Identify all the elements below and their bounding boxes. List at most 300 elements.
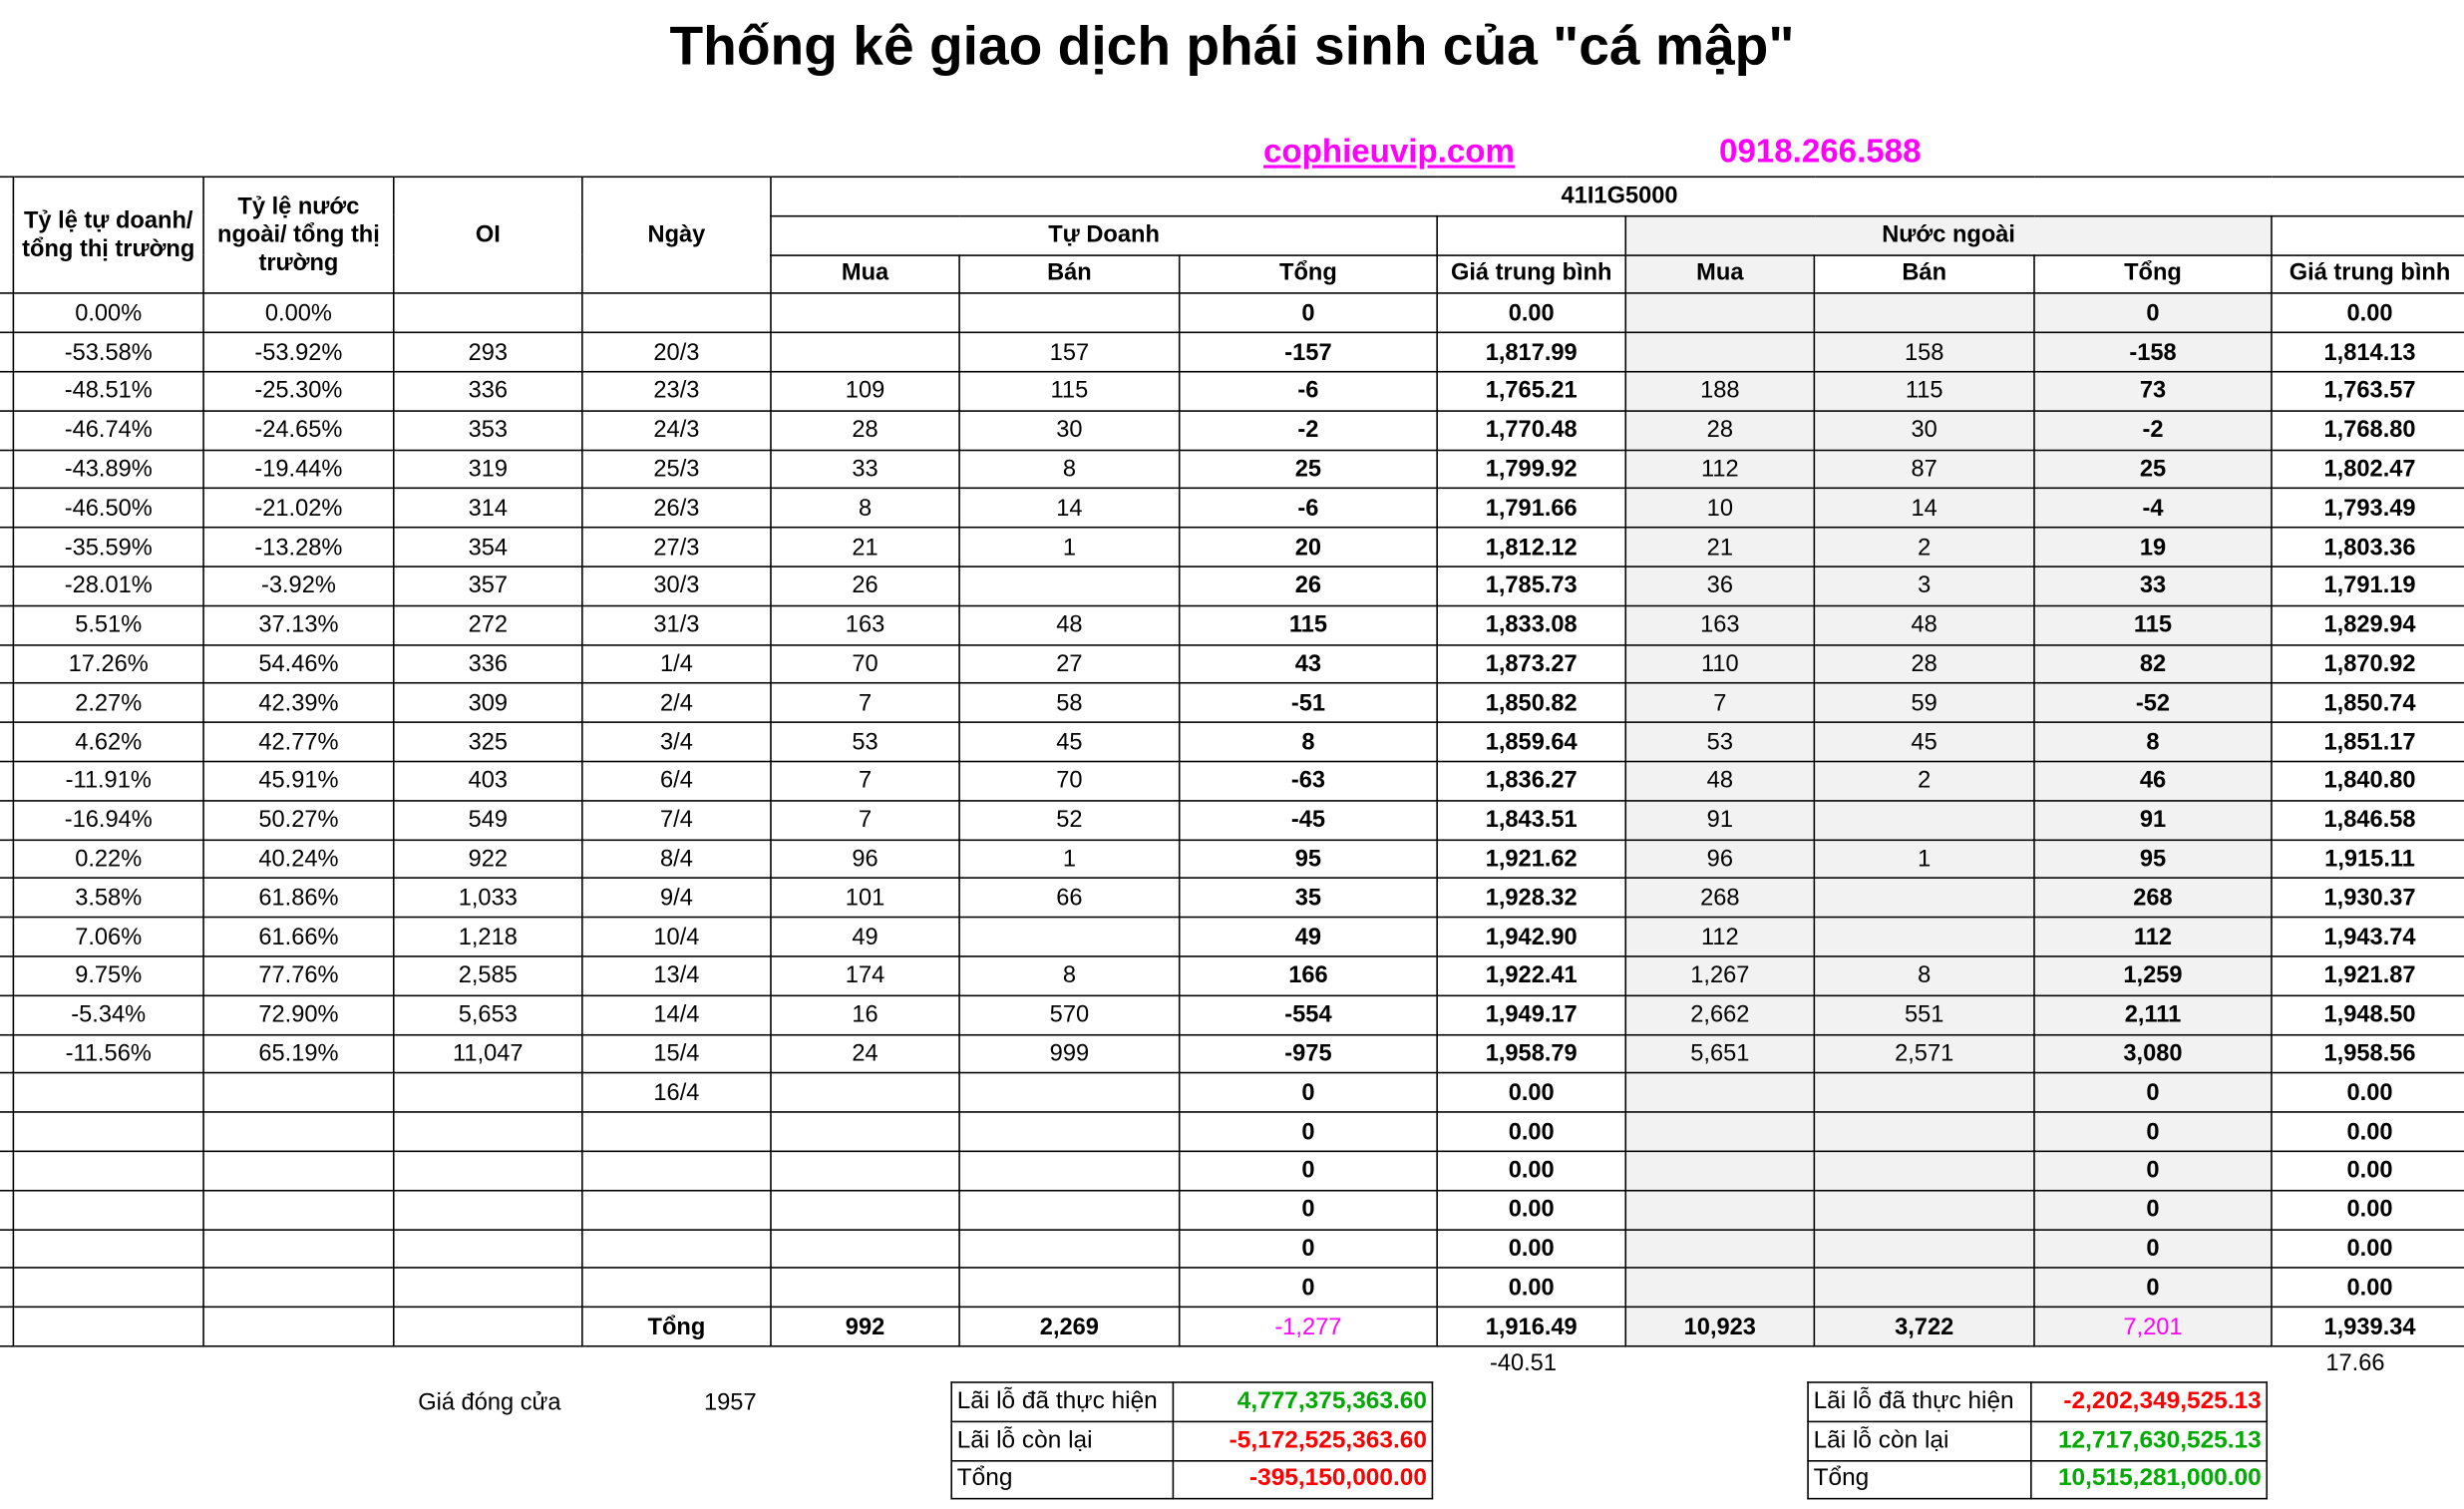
cell-td-gia: 1,799.92 bbox=[1437, 450, 1625, 489]
cell-td-tong: -6 bbox=[1180, 372, 1437, 411]
cell-nn-mua bbox=[1625, 1229, 1814, 1268]
cell-td-mua bbox=[771, 1268, 959, 1307]
page-title: Thống kê giao dịch phái sinh của "cá mập" bbox=[669, 15, 1795, 78]
row-edge-cell bbox=[0, 644, 13, 683]
cell-nn-gia: 1,763.57 bbox=[2272, 372, 2464, 411]
cell-td-mua: 28 bbox=[771, 411, 959, 450]
cell-td-ban: 157 bbox=[959, 333, 1180, 372]
cell-nn-ban bbox=[1814, 801, 2034, 840]
cell-nn-mua: 36 bbox=[1625, 566, 1814, 605]
cell-td-ban: 66 bbox=[959, 879, 1180, 918]
table-row bbox=[0, 644, 2464, 683]
cell-ty-le-tu-doanh bbox=[13, 1190, 203, 1229]
cell-td-tong: 0 bbox=[1180, 1073, 1437, 1112]
cell-nn-mua bbox=[1625, 333, 1814, 372]
cell-ngay bbox=[582, 1190, 771, 1229]
cell-oi: 319 bbox=[394, 450, 582, 489]
cell-td-ban: 58 bbox=[959, 683, 1180, 722]
cell-ngay: 31/3 bbox=[582, 605, 771, 644]
cell-nn-gia: 1,915.11 bbox=[2272, 840, 2464, 879]
cell-ngay: 16/4 bbox=[582, 1073, 771, 1112]
cell-nn-gia: 1,840.80 bbox=[2272, 761, 2464, 800]
header-ngay: Ngày bbox=[582, 177, 771, 293]
cell-td-tong: 166 bbox=[1180, 956, 1437, 995]
cell-ngay: 27/3 bbox=[582, 528, 771, 566]
row-edge-cell bbox=[0, 1034, 13, 1073]
cell-nn-ban: 551 bbox=[1814, 995, 2034, 1034]
cell-ty-le-tu-doanh: -53.58% bbox=[13, 333, 203, 372]
table-row bbox=[0, 1034, 2464, 1073]
cell-nn-gia: 1,768.80 bbox=[2272, 411, 2464, 450]
pnl-nuoc-ngoai-table bbox=[1807, 1381, 2268, 1500]
cell-ty-le-nuoc-ngoai: -3.92% bbox=[203, 566, 394, 605]
table-row bbox=[0, 566, 2464, 605]
total-empty-cell bbox=[394, 1308, 582, 1346]
total-td-mua: 992 bbox=[771, 1308, 959, 1346]
cell-nn-gia: 1,943.74 bbox=[2272, 918, 2464, 956]
cell-nn-tong: 8 bbox=[2034, 722, 2272, 761]
total-edge-cell bbox=[0, 1308, 13, 1346]
header-spacer bbox=[2272, 215, 2464, 254]
cell-td-gia: 0.00 bbox=[1437, 1073, 1625, 1112]
cell-td-gia: 1,928.32 bbox=[1437, 879, 1625, 918]
cell-nn-mua bbox=[1625, 1112, 1814, 1151]
cell-td-ban: 70 bbox=[959, 761, 1180, 800]
cell-nn-tong: 46 bbox=[2034, 761, 2272, 800]
cell-nn-tong: 82 bbox=[2034, 644, 2272, 683]
cell-td-ban: 30 bbox=[959, 411, 1180, 450]
cell-nn-tong: 19 bbox=[2034, 528, 2272, 566]
cell-td-gia: 1,949.17 bbox=[1437, 995, 1625, 1034]
cell-ngay bbox=[582, 1151, 771, 1190]
cell-td-ban bbox=[959, 1229, 1180, 1268]
cell-ty-le-nuoc-ngoai bbox=[203, 1190, 394, 1229]
cell-td-ban: 8 bbox=[959, 450, 1180, 489]
cell-oi bbox=[394, 1268, 582, 1307]
cell-nn-mua: 110 bbox=[1625, 644, 1814, 683]
cell-ty-le-nuoc-ngoai bbox=[203, 1268, 394, 1307]
cell-nn-ban bbox=[1814, 1268, 2034, 1307]
cell-nn-gia: 1,829.94 bbox=[2272, 605, 2464, 644]
cell-td-mua bbox=[771, 1190, 959, 1229]
pnl-label: Lãi lỗ còn lại bbox=[1808, 1421, 2031, 1460]
cell-td-gia: 1,859.64 bbox=[1437, 722, 1625, 761]
cell-td-mua: 33 bbox=[771, 450, 959, 489]
total-nn-gia: 1,939.34 bbox=[2272, 1308, 2464, 1346]
row-edge-cell bbox=[0, 956, 13, 995]
header-nn-gia: Giá trung bình bbox=[2272, 254, 2464, 293]
pnl-tu-doanh-table bbox=[950, 1381, 1433, 1500]
cell-ty-le-nuoc-ngoai: -21.02% bbox=[203, 489, 394, 528]
cell-nn-gia: 0.00 bbox=[2272, 1151, 2464, 1190]
cell-nn-gia: 1,846.58 bbox=[2272, 801, 2464, 840]
cell-td-gia: 1,921.62 bbox=[1437, 840, 1625, 879]
cell-td-mua: 21 bbox=[771, 528, 959, 566]
cell-ty-le-nuoc-ngoai bbox=[203, 1073, 394, 1112]
cell-td-ban: 115 bbox=[959, 372, 1180, 411]
cell-ty-le-tu-doanh bbox=[13, 1268, 203, 1307]
cell-oi: 1,218 bbox=[394, 918, 582, 956]
cell-oi bbox=[394, 1190, 582, 1229]
cell-oi: 272 bbox=[394, 605, 582, 644]
header-nuoc-ngoai: Nước ngoài bbox=[1625, 215, 2272, 254]
cell-ngay: 24/3 bbox=[582, 411, 771, 450]
pnl-label: Tổng bbox=[1808, 1460, 2031, 1499]
cell-ty-le-nuoc-ngoai: 65.19% bbox=[203, 1034, 394, 1073]
cell-nn-ban: 158 bbox=[1814, 333, 2034, 372]
cell-oi: 922 bbox=[394, 840, 582, 879]
cell-nn-mua: 28 bbox=[1625, 411, 1814, 450]
header-tu-doanh: Tự Doanh bbox=[771, 215, 1437, 254]
cell-ty-le-tu-doanh: 9.75% bbox=[13, 956, 203, 995]
cell-nn-mua: 112 bbox=[1625, 918, 1814, 956]
cell-nn-mua bbox=[1625, 1268, 1814, 1307]
total-nn-tong: 7,201 bbox=[2034, 1308, 2272, 1346]
cell-oi: 309 bbox=[394, 683, 582, 722]
cell-oi bbox=[394, 1112, 582, 1151]
cell-td-mua: 26 bbox=[771, 566, 959, 605]
cell-td-ban bbox=[959, 566, 1180, 605]
table-row bbox=[0, 995, 2464, 1034]
cell-ngay bbox=[582, 1229, 771, 1268]
table-row bbox=[0, 879, 2464, 918]
cell-ty-le-tu-doanh: -46.50% bbox=[13, 489, 203, 528]
table-row bbox=[0, 1151, 2464, 1190]
cell-nn-tong: 0 bbox=[2034, 1151, 2272, 1190]
cell-ngay: 23/3 bbox=[582, 372, 771, 411]
cell-td-tong: -2 bbox=[1180, 411, 1437, 450]
cell-oi: 357 bbox=[394, 566, 582, 605]
cell-ty-le-nuoc-ngoai: -53.92% bbox=[203, 333, 394, 372]
table-row bbox=[0, 918, 2464, 956]
row-edge-cell bbox=[0, 489, 13, 528]
cell-ngay: 8/4 bbox=[582, 840, 771, 879]
cell-td-mua: 174 bbox=[771, 956, 959, 995]
cell-oi: 353 bbox=[394, 411, 582, 450]
total-td-tong: -1,277 bbox=[1180, 1308, 1437, 1346]
cell-nn-gia: 0.00 bbox=[2272, 294, 2464, 333]
pnl-value: -395,150,000.00 bbox=[1173, 1460, 1432, 1499]
table-row bbox=[0, 333, 2464, 372]
cell-ty-le-nuoc-ngoai: -25.30% bbox=[203, 372, 394, 411]
cell-nn-gia: 1,958.56 bbox=[2272, 1034, 2464, 1073]
cell-nn-ban: 8 bbox=[1814, 956, 2034, 995]
table-row bbox=[0, 722, 2464, 761]
cell-td-tong: 8 bbox=[1180, 722, 1437, 761]
cell-ty-le-tu-doanh: -11.91% bbox=[13, 761, 203, 800]
cell-td-gia: 1,922.41 bbox=[1437, 956, 1625, 995]
row-edge-cell bbox=[0, 566, 13, 605]
cell-ngay: 15/4 bbox=[582, 1034, 771, 1073]
cell-nn-ban bbox=[1814, 1073, 2034, 1112]
cell-td-tong: 49 bbox=[1180, 918, 1437, 956]
cell-td-ban: 8 bbox=[959, 956, 1180, 995]
cell-td-tong: 115 bbox=[1180, 605, 1437, 644]
cell-nn-gia: 1,870.92 bbox=[2272, 644, 2464, 683]
cell-nn-ban: 59 bbox=[1814, 683, 2034, 722]
row-edge-cell bbox=[0, 1268, 13, 1307]
row-edge-cell bbox=[0, 801, 13, 840]
cell-ty-le-tu-doanh: -48.51% bbox=[13, 372, 203, 411]
cell-td-ban: 1 bbox=[959, 528, 1180, 566]
website-link[interactable]: cophieuvip.com bbox=[1263, 133, 1515, 171]
cell-ty-le-tu-doanh: -28.01% bbox=[13, 566, 203, 605]
total-empty-cell bbox=[13, 1308, 203, 1346]
header-nn-mua: Mua bbox=[1625, 254, 1814, 293]
cell-td-gia: 1,785.73 bbox=[1437, 566, 1625, 605]
cell-ty-le-nuoc-ngoai: -24.65% bbox=[203, 411, 394, 450]
cell-td-ban: 48 bbox=[959, 605, 1180, 644]
row-edge-cell bbox=[0, 722, 13, 761]
cell-ty-le-nuoc-ngoai: 42.39% bbox=[203, 683, 394, 722]
cell-nn-ban: 14 bbox=[1814, 489, 2034, 528]
cell-nn-mua bbox=[1625, 1073, 1814, 1112]
diff-nuoc-ngoai: 17.66 bbox=[2325, 1349, 2385, 1377]
cell-nn-tong: 1,259 bbox=[2034, 956, 2272, 995]
cell-td-ban bbox=[959, 1268, 1180, 1307]
table-row bbox=[0, 294, 2464, 333]
cell-nn-mua: 91 bbox=[1625, 801, 1814, 840]
cell-td-mua: 24 bbox=[771, 1034, 959, 1073]
phone-number: 0918.266.588 bbox=[1719, 133, 1922, 171]
cell-nn-tong: -2 bbox=[2034, 411, 2272, 450]
cell-td-mua bbox=[771, 1229, 959, 1268]
cell-ty-le-nuoc-ngoai: 72.90% bbox=[203, 995, 394, 1034]
cell-ty-le-nuoc-ngoai: 50.27% bbox=[203, 801, 394, 840]
table-row bbox=[0, 1073, 2464, 1112]
cell-td-gia: 0.00 bbox=[1437, 294, 1625, 333]
cell-td-tong: 0 bbox=[1180, 294, 1437, 333]
cell-nn-ban: 1 bbox=[1814, 840, 2034, 879]
cell-ty-le-nuoc-ngoai: 54.46% bbox=[203, 644, 394, 683]
cell-ty-le-tu-doanh: 7.06% bbox=[13, 918, 203, 956]
cell-td-ban bbox=[959, 1073, 1180, 1112]
cell-td-gia: 1,958.79 bbox=[1437, 1034, 1625, 1073]
cell-oi bbox=[394, 294, 582, 333]
cell-td-mua bbox=[771, 1112, 959, 1151]
cell-nn-mua: 188 bbox=[1625, 372, 1814, 411]
cell-ngay: 13/4 bbox=[582, 956, 771, 995]
cell-oi: 293 bbox=[394, 333, 582, 372]
cell-oi: 336 bbox=[394, 372, 582, 411]
cell-td-ban: 1 bbox=[959, 840, 1180, 879]
cell-nn-tong: 2,111 bbox=[2034, 995, 2272, 1034]
cell-td-tong: -51 bbox=[1180, 683, 1437, 722]
cell-ty-le-tu-doanh: 3.58% bbox=[13, 879, 203, 918]
cell-td-tong: 35 bbox=[1180, 879, 1437, 918]
table-row bbox=[0, 528, 2464, 566]
table-row bbox=[0, 683, 2464, 722]
row-edge-cell bbox=[0, 372, 13, 411]
pnl-label: Tổng bbox=[951, 1460, 1173, 1499]
cell-td-gia: 1,791.66 bbox=[1437, 489, 1625, 528]
cell-ty-le-tu-doanh: -11.56% bbox=[13, 1034, 203, 1073]
cell-nn-tong: 268 bbox=[2034, 879, 2272, 918]
cell-nn-gia: 0.00 bbox=[2272, 1190, 2464, 1229]
cell-ty-le-tu-doanh: -16.94% bbox=[13, 801, 203, 840]
total-nn-mua: 10,923 bbox=[1625, 1308, 1814, 1346]
cell-nn-tong: -158 bbox=[2034, 333, 2272, 372]
cell-nn-gia: 1,814.13 bbox=[2272, 333, 2464, 372]
cell-ty-le-tu-doanh: 4.62% bbox=[13, 722, 203, 761]
cell-td-mua: 96 bbox=[771, 840, 959, 879]
cell-ty-le-tu-doanh: -43.89% bbox=[13, 450, 203, 489]
cell-ngay: 2/4 bbox=[582, 683, 771, 722]
row-edge-cell bbox=[0, 761, 13, 800]
cell-td-gia: 1,765.21 bbox=[1437, 372, 1625, 411]
cell-oi: 2,585 bbox=[394, 956, 582, 995]
cell-nn-tong: 33 bbox=[2034, 566, 2272, 605]
cell-ty-le-nuoc-ngoai: -13.28% bbox=[203, 528, 394, 566]
cell-ty-le-nuoc-ngoai bbox=[203, 1112, 394, 1151]
row-edge-cell bbox=[0, 411, 13, 450]
cell-nn-ban: 3 bbox=[1814, 566, 2034, 605]
cell-td-gia: 1,833.08 bbox=[1437, 605, 1625, 644]
cell-nn-ban: 45 bbox=[1814, 722, 2034, 761]
cell-nn-gia: 0.00 bbox=[2272, 1112, 2464, 1151]
cell-td-gia: 1,817.99 bbox=[1437, 333, 1625, 372]
cell-nn-ban: 48 bbox=[1814, 605, 2034, 644]
cell-nn-ban bbox=[1814, 1190, 2034, 1229]
header-td-gia: Giá trung bình bbox=[1437, 254, 1625, 293]
pnl-label: Lãi lỗ đã thực hiện bbox=[951, 1382, 1173, 1421]
cell-nn-gia: 0.00 bbox=[2272, 1268, 2464, 1307]
row-edge-cell bbox=[0, 450, 13, 489]
cell-ty-le-tu-doanh: 2.27% bbox=[13, 683, 203, 722]
cell-ngay: 9/4 bbox=[582, 879, 771, 918]
cell-nn-tong: 0 bbox=[2034, 1190, 2272, 1229]
cell-ngay: 10/4 bbox=[582, 918, 771, 956]
cell-ty-le-tu-doanh bbox=[13, 1112, 203, 1151]
cell-nn-mua: 96 bbox=[1625, 840, 1814, 879]
cell-ty-le-tu-doanh bbox=[13, 1151, 203, 1190]
cell-td-tong: -975 bbox=[1180, 1034, 1437, 1073]
cell-td-tong: 95 bbox=[1180, 840, 1437, 879]
cell-td-mua bbox=[771, 1073, 959, 1112]
pnl-value: 12,717,630,525.13 bbox=[2031, 1421, 2267, 1460]
cell-td-gia: 1,850.82 bbox=[1437, 683, 1625, 722]
cell-td-mua: 7 bbox=[771, 761, 959, 800]
cell-td-ban bbox=[959, 1190, 1180, 1229]
cell-nn-ban: 115 bbox=[1814, 372, 2034, 411]
cell-td-ban: 52 bbox=[959, 801, 1180, 840]
cell-ngay bbox=[582, 294, 771, 333]
cell-nn-tong: 0 bbox=[2034, 1112, 2272, 1151]
cell-td-gia: 1,770.48 bbox=[1437, 411, 1625, 450]
cell-td-ban: 999 bbox=[959, 1034, 1180, 1073]
cell-ngay: 14/4 bbox=[582, 995, 771, 1034]
cell-nn-ban bbox=[1814, 1151, 2034, 1190]
cell-td-ban: 14 bbox=[959, 489, 1180, 528]
cell-nn-mua: 10 bbox=[1625, 489, 1814, 528]
row-edge-cell bbox=[0, 294, 13, 333]
cell-td-gia: 1,836.27 bbox=[1437, 761, 1625, 800]
table-row bbox=[0, 761, 2464, 800]
header-td-ban: Bán bbox=[959, 254, 1180, 293]
cell-nn-tong: 112 bbox=[2034, 918, 2272, 956]
cell-nn-tong: 91 bbox=[2034, 801, 2272, 840]
table-row bbox=[0, 1112, 2464, 1151]
cell-oi: 354 bbox=[394, 528, 582, 566]
cell-nn-tong: 73 bbox=[2034, 372, 2272, 411]
cell-ty-le-nuoc-ngoai: 45.91% bbox=[203, 761, 394, 800]
cell-td-ban bbox=[959, 918, 1180, 956]
cell-oi: 336 bbox=[394, 644, 582, 683]
cell-td-mua: 70 bbox=[771, 644, 959, 683]
cell-nn-mua bbox=[1625, 1190, 1814, 1229]
row-edge-cell bbox=[0, 605, 13, 644]
cell-td-tong: -157 bbox=[1180, 333, 1437, 372]
cell-nn-mua bbox=[1625, 294, 1814, 333]
cell-nn-gia: 0.00 bbox=[2272, 1073, 2464, 1112]
row-edge-cell bbox=[0, 1112, 13, 1151]
pnl-label: Lãi lỗ còn lại bbox=[951, 1421, 1173, 1460]
cell-ty-le-tu-doanh: 0.22% bbox=[13, 840, 203, 879]
table-row bbox=[0, 372, 2464, 411]
cell-nn-gia: 1,802.47 bbox=[2272, 450, 2464, 489]
cell-nn-tong: 0 bbox=[2034, 1268, 2272, 1307]
header-ty-le-tu-doanh: Tỷ lệ tự doanh/ tổng thị trường bbox=[13, 177, 203, 293]
closing-price-value: 1957 bbox=[704, 1389, 757, 1416]
pnl-row bbox=[951, 1460, 1432, 1499]
cell-nn-ban bbox=[1814, 918, 2034, 956]
table-row bbox=[0, 840, 2464, 879]
derivatives-table bbox=[0, 177, 2464, 1347]
cell-nn-mua: 268 bbox=[1625, 879, 1814, 918]
cell-nn-gia: 1,921.87 bbox=[2272, 956, 2464, 995]
cell-nn-gia: 1,850.74 bbox=[2272, 683, 2464, 722]
cell-nn-ban: 87 bbox=[1814, 450, 2034, 489]
total-row bbox=[0, 1308, 2464, 1346]
cell-ngay bbox=[582, 1268, 771, 1307]
cell-ngay: 3/4 bbox=[582, 722, 771, 761]
pnl-value: -2,202,349,525.13 bbox=[2031, 1382, 2267, 1421]
row-edge-cell bbox=[0, 995, 13, 1034]
pnl-row bbox=[1808, 1421, 2267, 1460]
cell-td-tong: 0 bbox=[1180, 1190, 1437, 1229]
cell-td-gia: 0.00 bbox=[1437, 1268, 1625, 1307]
cell-nn-mua: 112 bbox=[1625, 450, 1814, 489]
cell-ngay bbox=[582, 1112, 771, 1151]
cell-td-ban: 570 bbox=[959, 995, 1180, 1034]
row-edge-cell bbox=[0, 840, 13, 879]
cell-nn-ban: 30 bbox=[1814, 411, 2034, 450]
cell-ty-le-tu-doanh: -46.74% bbox=[13, 411, 203, 450]
cell-ty-le-nuoc-ngoai: 0.00% bbox=[203, 294, 394, 333]
row-edge-cell bbox=[0, 879, 13, 918]
cell-nn-ban: 2 bbox=[1814, 761, 2034, 800]
cell-td-tong: -63 bbox=[1180, 761, 1437, 800]
total-nn-ban: 3,722 bbox=[1814, 1308, 2034, 1346]
cell-td-mua bbox=[771, 1151, 959, 1190]
cell-td-gia: 1,942.90 bbox=[1437, 918, 1625, 956]
cell-td-gia: 0.00 bbox=[1437, 1229, 1625, 1268]
cell-td-tong: 0 bbox=[1180, 1112, 1437, 1151]
cell-ty-le-tu-doanh bbox=[13, 1073, 203, 1112]
cell-nn-mua: 1,267 bbox=[1625, 956, 1814, 995]
cell-td-tong: 0 bbox=[1180, 1268, 1437, 1307]
header-nn-ban: Bán bbox=[1814, 254, 2034, 293]
cell-oi: 325 bbox=[394, 722, 582, 761]
cell-td-mua bbox=[771, 333, 959, 372]
cell-td-tong: 0 bbox=[1180, 1229, 1437, 1268]
table-row bbox=[0, 1190, 2464, 1229]
table-row bbox=[0, 411, 2464, 450]
cell-td-ban: 27 bbox=[959, 644, 1180, 683]
cell-ty-le-tu-doanh: 17.26% bbox=[13, 644, 203, 683]
cell-td-ban bbox=[959, 294, 1180, 333]
cell-ngay: 7/4 bbox=[582, 801, 771, 840]
